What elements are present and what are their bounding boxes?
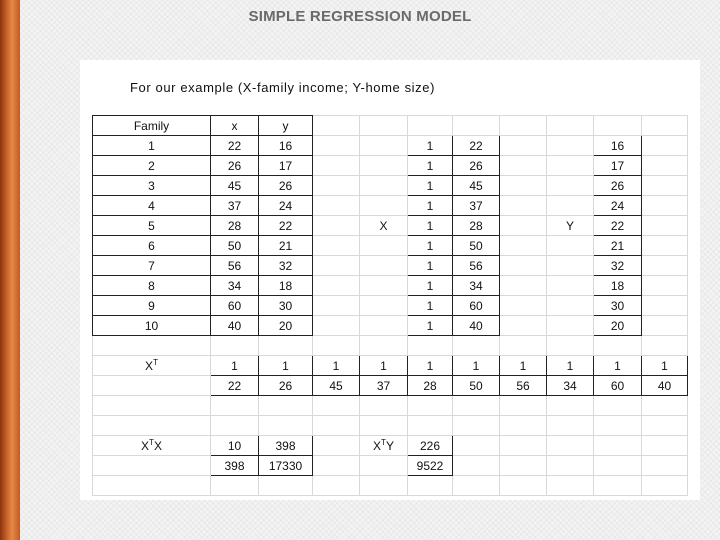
regression-table bbox=[92, 115, 688, 496]
empty-cell bbox=[211, 476, 259, 496]
empty-cell bbox=[360, 336, 408, 356]
y-matrix-value: 20 bbox=[594, 316, 642, 336]
empty-cell bbox=[594, 396, 642, 416]
empty-cell bbox=[259, 336, 313, 356]
empty-cell bbox=[313, 176, 360, 196]
xt-matrix-row bbox=[93, 356, 688, 376]
y-matrix-value: 18 bbox=[594, 276, 642, 296]
x-matrix-value: 60 bbox=[453, 296, 500, 316]
x-matrix-ones: 1 bbox=[408, 296, 453, 316]
empty-cell bbox=[93, 376, 211, 396]
xt-matrix-value: 1 bbox=[408, 356, 453, 376]
empty-cell bbox=[313, 156, 360, 176]
x-matrix-label bbox=[360, 316, 408, 336]
xt-matrix-value: 22 bbox=[211, 376, 259, 396]
x-matrix-label bbox=[360, 196, 408, 216]
xt-matrix-value: 1 bbox=[594, 356, 642, 376]
x-matrix-ones: 1 bbox=[408, 176, 453, 196]
empty-cell bbox=[500, 216, 547, 236]
empty-cell bbox=[500, 436, 547, 456]
y-matrix-value: 17 bbox=[594, 156, 642, 176]
xt-matrix-value: 28 bbox=[408, 376, 453, 396]
xt-matrix-value: 34 bbox=[547, 376, 594, 396]
table-row bbox=[93, 136, 688, 156]
empty-cell bbox=[211, 336, 259, 356]
empty-cell bbox=[259, 476, 313, 496]
y-cell: 32 bbox=[259, 256, 313, 276]
y-matrix-value: 30 bbox=[594, 296, 642, 316]
empty-cell bbox=[408, 336, 453, 356]
empty-cell bbox=[408, 476, 453, 496]
empty-cell bbox=[500, 336, 547, 356]
x-matrix-label bbox=[360, 296, 408, 316]
y-matrix-value: 21 bbox=[594, 236, 642, 256]
empty-cell bbox=[408, 116, 453, 136]
x-cell: 22 bbox=[211, 136, 259, 156]
empty-cell bbox=[642, 316, 688, 336]
y-cell: 18 bbox=[259, 276, 313, 296]
empty-cell bbox=[259, 416, 313, 436]
empty-cell bbox=[360, 476, 408, 496]
empty-cell bbox=[642, 236, 688, 256]
spacer-row bbox=[93, 336, 688, 356]
xt-matrix-value: 1 bbox=[313, 356, 360, 376]
empty-cell bbox=[547, 336, 594, 356]
empty-cell bbox=[642, 476, 688, 496]
empty-cell bbox=[313, 276, 360, 296]
empty-cell bbox=[313, 256, 360, 276]
empty-cell bbox=[594, 116, 642, 136]
y-matrix-label bbox=[547, 276, 594, 296]
xt-matrix-value: 26 bbox=[259, 376, 313, 396]
y-matrix-value: 16 bbox=[594, 136, 642, 156]
empty-cell bbox=[313, 296, 360, 316]
y-matrix-label bbox=[547, 196, 594, 216]
empty-cell bbox=[453, 416, 500, 436]
empty-cell bbox=[313, 436, 360, 456]
empty-cell bbox=[547, 456, 594, 476]
accent-bar bbox=[0, 0, 20, 540]
empty-cell bbox=[500, 256, 547, 276]
empty-cell bbox=[642, 276, 688, 296]
x-matrix-ones: 1 bbox=[408, 216, 453, 236]
empty-cell bbox=[500, 456, 547, 476]
spacer-row bbox=[93, 476, 688, 496]
family-cell: 7 bbox=[93, 256, 211, 276]
empty-cell bbox=[93, 396, 211, 416]
xtx-value: 398 bbox=[259, 436, 313, 456]
y-matrix-value: 22 bbox=[594, 216, 642, 236]
empty-cell bbox=[642, 336, 688, 356]
xtx-value: 17330 bbox=[259, 456, 313, 476]
table-row bbox=[93, 256, 688, 276]
x-matrix-label bbox=[360, 236, 408, 256]
x-matrix-value: 28 bbox=[453, 216, 500, 236]
empty-cell bbox=[547, 476, 594, 496]
empty-cell bbox=[547, 396, 594, 416]
x-matrix-value: 37 bbox=[453, 196, 500, 216]
x-matrix-ones: 1 bbox=[408, 276, 453, 296]
empty-cell bbox=[453, 116, 500, 136]
table-row bbox=[93, 196, 688, 216]
xt-matrix-value: 56 bbox=[500, 376, 547, 396]
x-cell: 45 bbox=[211, 176, 259, 196]
empty-cell bbox=[642, 136, 688, 156]
empty-cell bbox=[313, 476, 360, 496]
empty-cell bbox=[642, 396, 688, 416]
xtx-label: $X^TX$ bbox=[93, 436, 211, 456]
family-cell: 4 bbox=[93, 196, 211, 216]
empty-cell bbox=[500, 136, 547, 156]
empty-cell bbox=[408, 396, 453, 416]
y-matrix-label bbox=[547, 176, 594, 196]
y-matrix-label bbox=[547, 316, 594, 336]
table-row bbox=[93, 236, 688, 256]
xty-value: 226 bbox=[408, 436, 453, 456]
empty-cell bbox=[93, 456, 211, 476]
xt-matrix-value: 40 bbox=[642, 376, 688, 396]
empty-cell bbox=[500, 396, 547, 416]
empty-cell bbox=[453, 396, 500, 416]
empty-cell bbox=[642, 256, 688, 276]
x-matrix-label: X bbox=[360, 216, 408, 236]
y-cell: 26 bbox=[259, 176, 313, 196]
empty-cell bbox=[313, 216, 360, 236]
empty-cell bbox=[642, 176, 688, 196]
empty-cell bbox=[211, 416, 259, 436]
empty-cell bbox=[547, 436, 594, 456]
family-cell: 1 bbox=[93, 136, 211, 156]
empty-cell bbox=[594, 336, 642, 356]
empty-cell bbox=[642, 196, 688, 216]
product-matrix-row bbox=[93, 456, 688, 476]
x-cell: 26 bbox=[211, 156, 259, 176]
empty-cell bbox=[594, 436, 642, 456]
y-cell: 16 bbox=[259, 136, 313, 156]
xt-matrix-value: 1 bbox=[360, 356, 408, 376]
x-matrix-value: 26 bbox=[453, 156, 500, 176]
empty-cell bbox=[313, 416, 360, 436]
y-cell: 24 bbox=[259, 196, 313, 216]
empty-cell bbox=[313, 136, 360, 156]
x-matrix-ones: 1 bbox=[408, 256, 453, 276]
x-matrix-label bbox=[360, 276, 408, 296]
empty-cell bbox=[313, 456, 360, 476]
y-cell: 20 bbox=[259, 316, 313, 336]
family-cell: 5 bbox=[93, 216, 211, 236]
empty-cell bbox=[360, 456, 408, 476]
x-cell: 28 bbox=[211, 216, 259, 236]
xtx-value: 10 bbox=[211, 436, 259, 456]
empty-cell bbox=[408, 416, 453, 436]
empty-cell bbox=[313, 236, 360, 256]
slide-title: SIMPLE REGRESSION MODEL bbox=[248, 8, 472, 25]
family-cell: 8 bbox=[93, 276, 211, 296]
x-cell: 37 bbox=[211, 196, 259, 216]
xt-matrix-value: 50 bbox=[453, 376, 500, 396]
table-row bbox=[93, 176, 688, 196]
x-matrix-label bbox=[360, 256, 408, 276]
family-cell: 3 bbox=[93, 176, 211, 196]
spacer-row bbox=[93, 396, 688, 416]
x-cell: 34 bbox=[211, 276, 259, 296]
empty-cell bbox=[547, 116, 594, 136]
x-matrix-ones: 1 bbox=[408, 236, 453, 256]
empty-cell bbox=[453, 336, 500, 356]
y-cell: 30 bbox=[259, 296, 313, 316]
x-cell: 40 bbox=[211, 316, 259, 336]
empty-cell bbox=[500, 476, 547, 496]
xtx-value: 398 bbox=[211, 456, 259, 476]
y-matrix-value: 26 bbox=[594, 176, 642, 196]
table-row bbox=[93, 296, 688, 316]
xt-matrix-value: 37 bbox=[360, 376, 408, 396]
empty-cell bbox=[594, 416, 642, 436]
table-row bbox=[93, 216, 688, 236]
y-matrix-label bbox=[547, 136, 594, 156]
table-row bbox=[93, 276, 688, 296]
empty-cell bbox=[360, 416, 408, 436]
x-matrix-value: 45 bbox=[453, 176, 500, 196]
empty-cell bbox=[500, 316, 547, 336]
family-cell: 10 bbox=[93, 316, 211, 336]
xt-matrix-row bbox=[93, 376, 688, 396]
empty-cell bbox=[500, 416, 547, 436]
table-header-row bbox=[93, 116, 688, 136]
x-matrix-label bbox=[360, 156, 408, 176]
xt-matrix-value: 1 bbox=[547, 356, 594, 376]
empty-cell bbox=[594, 456, 642, 476]
empty-cell bbox=[93, 476, 211, 496]
y-matrix-label bbox=[547, 296, 594, 316]
y-matrix-label: Y bbox=[547, 216, 594, 236]
x-matrix-value: 50 bbox=[453, 236, 500, 256]
empty-cell bbox=[360, 396, 408, 416]
y-matrix-label bbox=[547, 256, 594, 276]
x-cell: 50 bbox=[211, 236, 259, 256]
empty-cell bbox=[500, 156, 547, 176]
empty-cell bbox=[500, 196, 547, 216]
x-cell: 56 bbox=[211, 256, 259, 276]
xt-matrix-value: 1 bbox=[500, 356, 547, 376]
empty-cell bbox=[547, 416, 594, 436]
empty-cell bbox=[453, 456, 500, 476]
empty-cell bbox=[642, 456, 688, 476]
x-matrix-ones: 1 bbox=[408, 156, 453, 176]
y-matrix-value: 24 bbox=[594, 196, 642, 216]
family-cell: 2 bbox=[93, 156, 211, 176]
empty-cell bbox=[500, 296, 547, 316]
empty-cell bbox=[500, 176, 547, 196]
family-cell: 9 bbox=[93, 296, 211, 316]
xty-label: $X^TY$ bbox=[360, 436, 408, 456]
xt-matrix-value: 1 bbox=[642, 356, 688, 376]
empty-cell bbox=[313, 396, 360, 416]
x-matrix-ones: 1 bbox=[408, 136, 453, 156]
empty-cell bbox=[500, 236, 547, 256]
empty-cell bbox=[93, 416, 211, 436]
xt-matrix-value: 1 bbox=[453, 356, 500, 376]
column-header: y bbox=[259, 116, 313, 136]
xt-matrix-value: 45 bbox=[313, 376, 360, 396]
xt-matrix-value: 1 bbox=[259, 356, 313, 376]
x-matrix-value: 40 bbox=[453, 316, 500, 336]
x-matrix-ones: 1 bbox=[408, 316, 453, 336]
column-header: x bbox=[211, 116, 259, 136]
y-cell: 21 bbox=[259, 236, 313, 256]
slide-subtitle: For our example (X-family income; Y-home size) bbox=[130, 80, 436, 95]
family-cell: 6 bbox=[93, 236, 211, 256]
empty-cell bbox=[211, 396, 259, 416]
x-matrix-label bbox=[360, 136, 408, 156]
xt-matrix-value: 60 bbox=[594, 376, 642, 396]
empty-cell bbox=[313, 316, 360, 336]
column-header: Family bbox=[93, 116, 211, 136]
x-matrix-value: 22 bbox=[453, 136, 500, 156]
empty-cell bbox=[642, 116, 688, 136]
empty-cell bbox=[642, 156, 688, 176]
empty-cell bbox=[642, 436, 688, 456]
empty-cell bbox=[259, 396, 313, 416]
x-matrix-value: 56 bbox=[453, 256, 500, 276]
table-row bbox=[93, 316, 688, 336]
spacer-row bbox=[93, 416, 688, 436]
empty-cell bbox=[453, 476, 500, 496]
empty-cell bbox=[642, 296, 688, 316]
empty-cell bbox=[500, 116, 547, 136]
empty-cell bbox=[594, 476, 642, 496]
x-matrix-value: 34 bbox=[453, 276, 500, 296]
empty-cell bbox=[93, 336, 211, 356]
xt-matrix-value: 1 bbox=[211, 356, 259, 376]
y-matrix-label bbox=[547, 156, 594, 176]
y-matrix-label bbox=[547, 236, 594, 256]
empty-cell bbox=[500, 276, 547, 296]
table-row bbox=[93, 156, 688, 176]
x-matrix-ones: 1 bbox=[408, 196, 453, 216]
y-cell: 17 bbox=[259, 156, 313, 176]
empty-cell bbox=[642, 216, 688, 236]
y-matrix-value: 32 bbox=[594, 256, 642, 276]
empty-cell bbox=[313, 196, 360, 216]
xty-value: 9522 bbox=[408, 456, 453, 476]
product-matrix-row bbox=[93, 436, 688, 456]
xt-matrix-label: $X^T$ bbox=[93, 356, 211, 376]
empty-cell bbox=[360, 116, 408, 136]
x-cell: 60 bbox=[211, 296, 259, 316]
empty-cell bbox=[642, 416, 688, 436]
y-cell: 22 bbox=[259, 216, 313, 236]
x-matrix-label bbox=[360, 176, 408, 196]
empty-cell bbox=[313, 116, 360, 136]
empty-cell bbox=[453, 436, 500, 456]
empty-cell bbox=[313, 336, 360, 356]
